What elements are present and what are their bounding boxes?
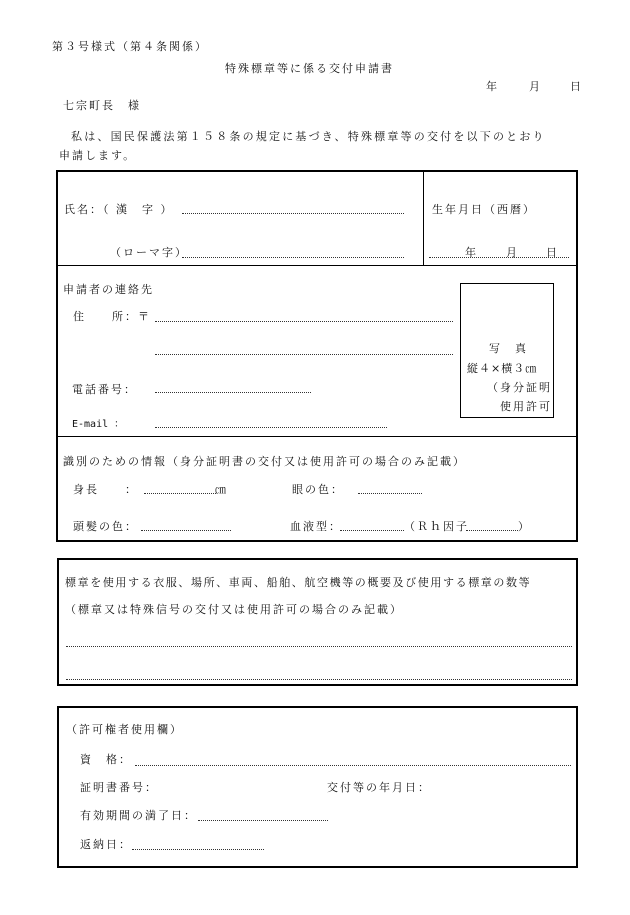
date-year-label: 年 (486, 80, 497, 93)
date-day-label: 日 (570, 80, 581, 93)
birth-day-label: 日 (546, 246, 557, 259)
expiry-date-label: 有効期間の満了日： (80, 809, 197, 822)
emblem-usage-line-1: 標章を使用する衣服、場所、車両、船舶、航空機等の概要及び使用する標章の数等 (65, 576, 532, 589)
height-field[interactable] (144, 493, 216, 494)
birth-date-label: 生年月日（西暦） (432, 203, 536, 216)
emblem-usage-line-2: （標章又は特殊信号の交付又は使用許可の場合のみ記載） (65, 603, 403, 616)
rh-factor-field[interactable] (466, 530, 518, 531)
expiry-date-field[interactable] (198, 820, 328, 821)
emblem-usage-field-1[interactable] (66, 646, 572, 647)
form-number: 第３号様式（第４条関係） (52, 40, 208, 53)
birth-month-label: 月 (506, 246, 517, 259)
identification-heading: 識別のための情報（身分証明書の交付又は使用許可の場合のみ記載） (63, 455, 466, 468)
name-roman-label: （ローマ字） (110, 246, 188, 259)
issue-date-label: 交付等の年月日： (327, 781, 431, 794)
hair-color-field[interactable] (141, 530, 231, 531)
section-divider-2 (57, 436, 577, 437)
height-unit: ㎝ (215, 483, 226, 496)
intro-line-1: 私は、国民保護法第１５８条の規定に基づき、特殊標章等の交付を以下のとおり (71, 130, 546, 143)
certificate-number-label: 証明書番号： (80, 781, 158, 794)
photo-label: 写 真 (489, 342, 528, 355)
contact-label: 申請者の連絡先 (63, 283, 154, 296)
date-month-label: 月 (529, 80, 540, 93)
address-field-1[interactable] (155, 321, 453, 322)
address-label: 住 所：〒 (73, 310, 151, 323)
birth-year-label: 年 (465, 246, 476, 259)
photo-size-label: 縦４×横３㎝ (467, 362, 538, 375)
return-date-label: 返納日： (80, 838, 132, 851)
phone-label: 電話番号： (72, 383, 137, 396)
photo-note-1: （身分証明 (487, 381, 552, 394)
eye-color-label: 眼の色： (292, 483, 344, 496)
qualification-field[interactable] (135, 765, 571, 766)
email-field[interactable] (155, 427, 387, 428)
addressee: 七宗町長 様 (63, 99, 141, 112)
intro-line-2: 申請します。 (59, 149, 137, 162)
name-roman-field[interactable] (182, 257, 404, 258)
height-label: 身長 ： (73, 483, 138, 496)
blood-type-label: 血液型： (290, 520, 342, 533)
section-divider-1 (57, 265, 577, 266)
emblem-usage-field-2[interactable] (66, 679, 572, 680)
qualification-label: 資 格： (80, 753, 132, 766)
address-field-2[interactable] (155, 354, 453, 355)
blood-type-field[interactable] (340, 530, 404, 531)
email-label: E-mail ： (72, 419, 125, 430)
name-kanji-label: 氏名：（ 漢 字 ） (64, 203, 174, 216)
name-kanji-field[interactable] (182, 213, 404, 214)
page-title: 特殊標章等に係る交付申請書 (225, 62, 394, 75)
rh-factor-close: ） (518, 520, 529, 533)
name-birth-divider (423, 171, 424, 266)
phone-field[interactable] (155, 392, 311, 393)
photo-note-2: 使用許可 (500, 400, 552, 413)
birth-date-field[interactable] (429, 257, 569, 258)
return-date-field[interactable] (132, 849, 264, 850)
hair-color-label: 頭髪の色： (73, 520, 138, 533)
authority-heading: （許可権者使用欄） (66, 723, 183, 736)
rh-factor-label: （Ｒｈ因子 (404, 520, 469, 533)
eye-color-field[interactable] (358, 493, 422, 494)
